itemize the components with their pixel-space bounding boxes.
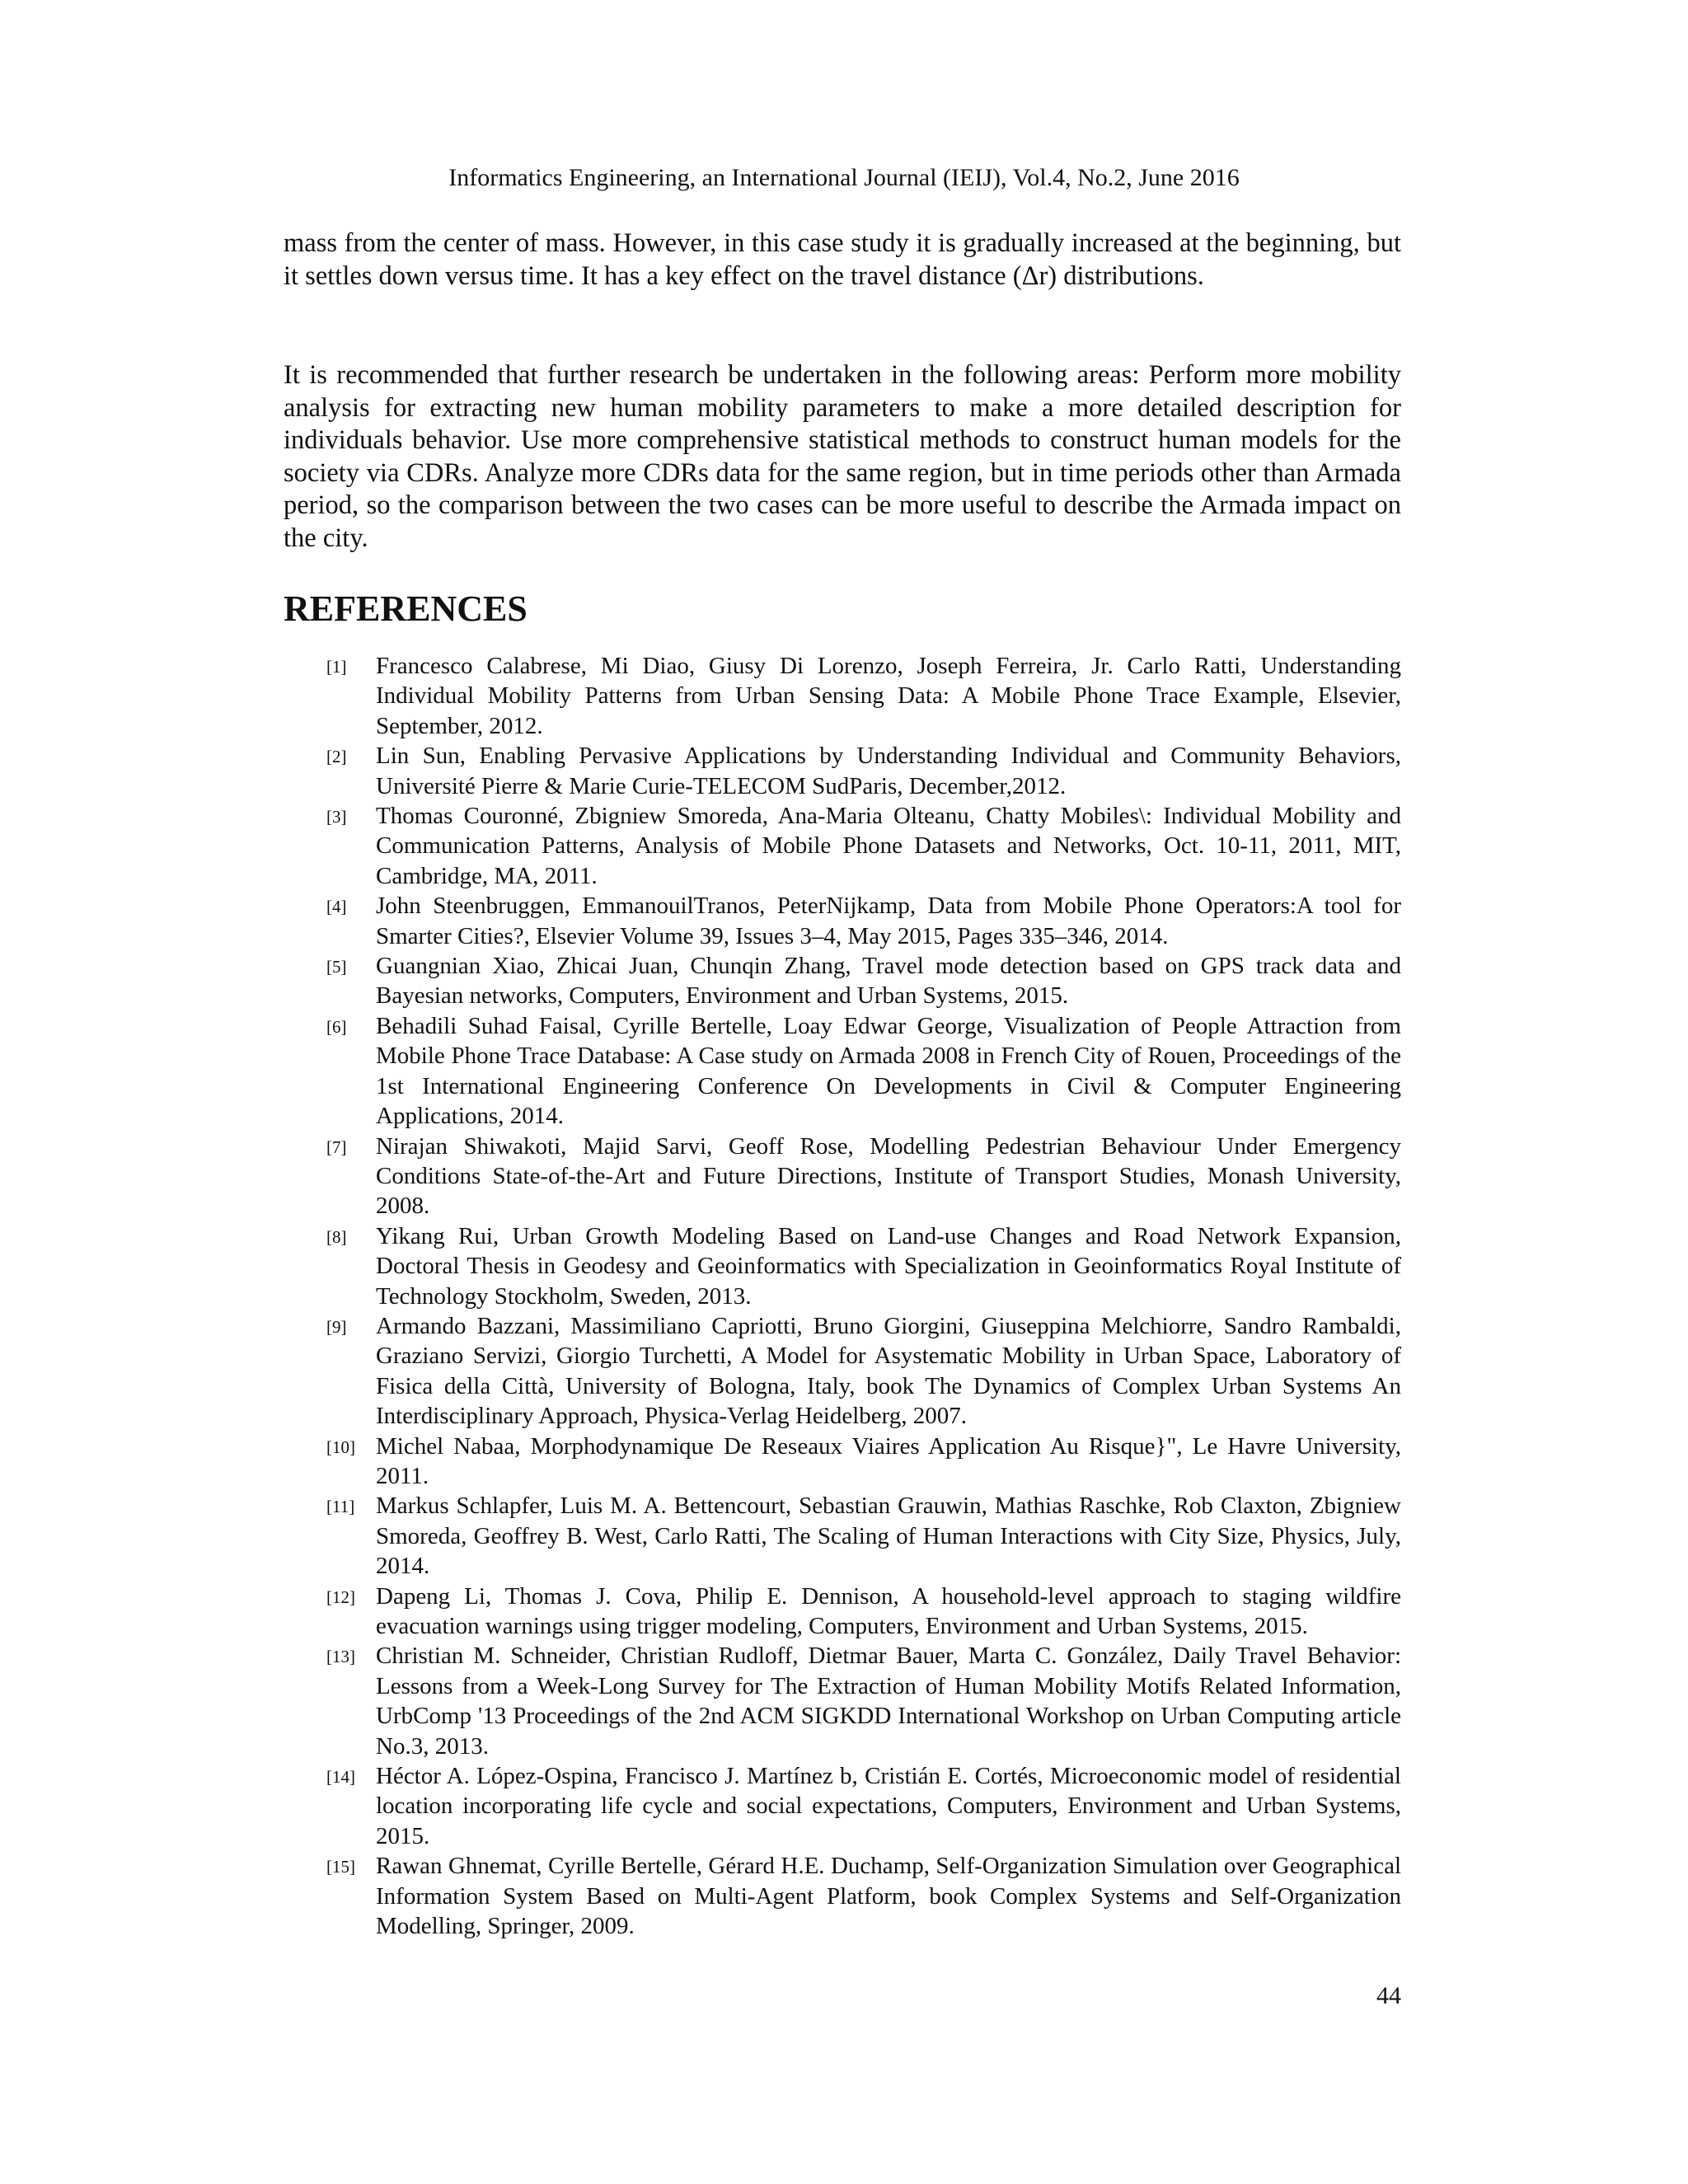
reference-text: Behadili Suhad Faisal, Cyrille Bertelle, Loay Edwar George, Visualization of People Attraction from Mobile Phone Trace Database: A Case study on Armada 2008 in French City of Rouen, Proceedings of the 1st International Engineering Conference On Developments in Civil & Computer Engineering Applications, 2014. xyxy=(376,1012,1401,1130)
reference-text: Rawan Ghnemat, Cyrille Bertelle, Gérard H.E. Duchamp, Self-Organization Simulation over Geographical Information System Based on Multi-Agent Platform, book Complex Systems and Self-Organization Modelling, Springer, 2009. xyxy=(376,1853,1401,1940)
reference-item xyxy=(284,651,1401,741)
reference-number: [1] xyxy=(326,657,347,677)
body-paragraph-continued: mass from the center of mass. However, in this case study it is gradually increased at the beginning, but it settles down versus time. It has a key effect on the travel distance (Δr) distributions. xyxy=(284,228,1401,291)
reference-item xyxy=(284,891,1401,951)
reference-item xyxy=(284,1011,1401,1132)
body-paragraph-future-work: It is recommended that further research be undertaken in the following areas: Perform more mobility analysis for extracting new human mobility parameters to make a more detailed description for individuals behavior. Use more comprehensive statistical methods to construct human models for the society via CDRs. Analyze more CDRs data for the same region, but in time periods other than Armada period, so the comparison between the two cases can be more useful to describe the Armada impact on the city. xyxy=(284,360,1401,553)
reference-number: [14] xyxy=(326,1767,355,1788)
reference-text: Guangnian Xiao, Zhicai Juan, Chunqin Zhang, Travel mode detection based on GPS track data and Bayesian networks, Computers, Environment and Urban Systems, 2015. xyxy=(376,953,1401,1010)
reference-item xyxy=(284,1491,1401,1581)
reference-item xyxy=(284,1432,1401,1492)
reference-item xyxy=(284,1851,1401,1941)
references-heading: REFERENCES xyxy=(284,588,528,629)
reference-number: [3] xyxy=(326,807,347,827)
reference-item xyxy=(284,1221,1401,1311)
reference-item xyxy=(284,1582,1401,1642)
reference-list xyxy=(284,651,1401,1941)
reference-number: [7] xyxy=(326,1137,347,1157)
reference-item xyxy=(284,1132,1401,1221)
reference-number: [8] xyxy=(326,1226,347,1247)
reference-number: [6] xyxy=(326,1016,347,1037)
reference-number: [2] xyxy=(326,747,347,767)
reference-number: [4] xyxy=(326,897,347,917)
reference-item xyxy=(284,1311,1401,1432)
reference-text: Nirajan Shiwakoti, Majid Sarvi, Geoff Rose, Modelling Pedestrian Behaviour Under Emergency Conditions State-of-the-Art and Future Directions, Institute of Transport Studies, Monash University, 2008. xyxy=(376,1132,1401,1220)
reference-item xyxy=(284,1641,1401,1761)
reference-text: Lin Sun, Enabling Pervasive Applications by Understanding Individual and Community Behaviors, Université Pierre & Marie Curie-TELECOM SudParis, December,2012. xyxy=(376,743,1401,799)
reference-number: [13] xyxy=(326,1647,355,1667)
reference-text: Armando Bazzani, Massimiliano Capriotti, Bruno Giorgini, Giuseppina Melchiorre, Sandro Rambaldi, Graziano Servizi, Giorgio Turchetti, A Model for Asystematic Mobility in Urban Space, Laboratory of Fisica della Città, University of Bologna, Italy, book The Dynamics of Complex Urban Systems An Interdisciplinary Approach, Physica-Verlag Heidelberg, 2007. xyxy=(376,1312,1401,1430)
reference-item xyxy=(284,1761,1401,1851)
page-number: 44 xyxy=(1376,1982,1401,2009)
reference-number: [9] xyxy=(326,1316,347,1337)
running-header: Informatics Engineering, an International Journal (IEIJ), Vol.4, No.2, June 2016 xyxy=(448,164,1240,191)
reference-number: [12] xyxy=(326,1586,355,1607)
reference-text: Christian M. Schneider, Christian Rudloff, Dietmar Bauer, Marta C. González, Daily Travel Behavior: Lessons from a Week-Long Survey for The Extraction of Human Mobility Motifs Related Information, UrbComp '13 Proceedings of the 2nd ACM SIGKDD International Workshop on Urban Computing article No.3, 2013. xyxy=(376,1643,1401,1760)
reference-number: [11] xyxy=(326,1497,355,1517)
reference-text: John Steenbruggen, EmmanouilTranos, PeterNijkamp, Data from Mobile Phone Operators:A tool for Smarter Cities?, Elsevier Volume 39, Issues 3–4, May 2015, Pages 335–346, 2014. xyxy=(376,893,1401,949)
reference-item xyxy=(284,951,1401,1011)
reference-number: [15] xyxy=(326,1857,355,1877)
reference-number: [10] xyxy=(326,1436,355,1457)
reference-number: [5] xyxy=(326,957,347,977)
reference-text: Yikang Rui, Urban Growth Modeling Based on Land-use Changes and Road Network Expansion, Doctoral Thesis in Geodesy and Geoinformatics with Specialization in Geoinformatics Royal Institute of Technology Stockholm, Sweden, 2013. xyxy=(376,1222,1401,1310)
reference-text: Markus Schlapfer, Luis M. A. Bettencourt, Sebastian Grauwin, Mathias Raschke, Rob Claxton, Zbigniew Smoreda, Geoffrey B. West, Carlo Ratti, The Scaling of Human Interactions with City Size, Physics, July, 2014. xyxy=(376,1493,1401,1580)
reference-text: Héctor A. López-Ospina, Francisco J. Martínez b, Cristián E. Cortés, Microeconomic model of residential location incorporating life cycle and social expectations, Computers, Environment and Urban Systems, 2015. xyxy=(376,1763,1401,1849)
reference-text: Thomas Couronné, Zbigniew Smoreda, Ana-Maria Olteanu, Chatty Mobiles\: Individual Mobility and Communication Patterns, Analysis of Mobile Phone Datasets and Networks, Oct. 10-11, 2011, MIT, Cambridge, MA, 2011. xyxy=(376,803,1401,889)
reference-text: Michel Nabaa, Morphodynamique De Reseaux Viaires Application Au Risque}", Le Havre University, 2011. xyxy=(376,1432,1401,1489)
reference-item xyxy=(284,741,1401,801)
reference-text: Dapeng Li, Thomas J. Cova, Philip E. Dennison, A household-level approach to staging wildfire evacuation warnings using trigger modeling, Computers, Environment and Urban Systems, 2015. xyxy=(376,1582,1401,1639)
reference-text: Francesco Calabrese, Mi Diao, Giusy Di Lorenzo, Joseph Ferreira, Jr. Carlo Ratti, Understanding Individual Mobility Patterns from Urban Sensing Data: A Mobile Phone Trace Example, Elsevier, September, 2012. xyxy=(376,653,1401,739)
reference-item xyxy=(284,801,1401,891)
